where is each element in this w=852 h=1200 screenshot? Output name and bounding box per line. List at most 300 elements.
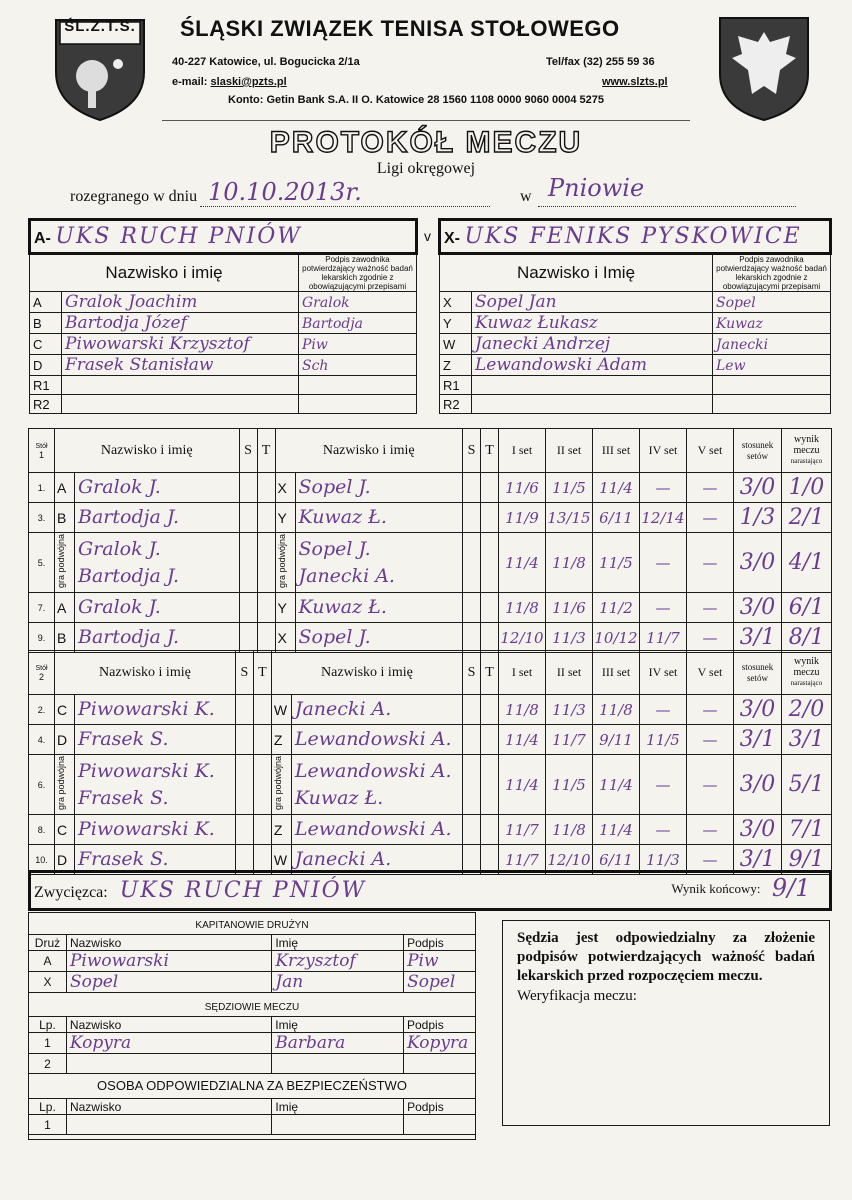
played-label: rozegranego w dniu <box>70 188 198 205</box>
player-row <box>30 334 417 355</box>
safety-title: OSOBA ODPOWIEDZIALNA ZA BEZPIECZEŃSTWO <box>97 1078 407 1093</box>
protocol-title: PROTOKÓŁ MECZU <box>269 126 583 159</box>
set-score-cell <box>640 725 687 755</box>
ratio-cell <box>734 503 782 533</box>
set-score-cell <box>640 503 687 533</box>
player-sign-cell <box>299 395 417 414</box>
player-sign-cell <box>713 313 831 334</box>
x-t-cell <box>481 755 499 815</box>
notice-text: Sędzia jest odpowiedzialny za złożenie podpisów potwierdzających ważność badań lekarskich przed rozpoczęciem meczu. <box>517 930 815 984</box>
player-row <box>440 334 831 355</box>
set-score-cell <box>546 503 593 533</box>
officials-name-cell <box>272 1115 404 1135</box>
set-score: 9/11 <box>599 730 633 749</box>
officials-sign: Kopyra <box>407 1033 469 1053</box>
set-score-cell <box>687 695 734 725</box>
set-score-cell <box>499 725 546 755</box>
website-link[interactable]: www.slzts.pl <box>602 76 668 88</box>
set-score-cell <box>687 533 734 593</box>
a-s-cell <box>235 695 253 725</box>
set-score: — <box>702 553 718 572</box>
set-score: 12/10 <box>547 850 591 869</box>
officials-surname: Piwowarski <box>69 951 169 971</box>
x-code: X <box>275 623 295 653</box>
set-score: 11/4 <box>599 775 633 794</box>
x-name-header: Nazwisko i imię <box>271 651 462 695</box>
officials-index: A <box>29 951 67 972</box>
set-score-cell <box>499 473 546 503</box>
game-number: 6. <box>29 755 55 815</box>
player-name-cell <box>62 313 299 334</box>
a-t-cell <box>257 533 275 593</box>
officials-surname: Sopel <box>69 972 119 992</box>
set-score: 11/3 <box>552 628 586 647</box>
set-score: 11/4 <box>505 553 539 572</box>
x-t-cell <box>481 695 499 725</box>
x-player-cell <box>295 503 463 533</box>
a-player-name: Piwowarski K. <box>78 698 215 720</box>
player-name-cell <box>472 313 713 334</box>
set-score: — <box>702 508 718 527</box>
officials-sign-cell <box>404 1115 476 1135</box>
set-score: — <box>655 700 671 719</box>
set-header-5: V set <box>687 651 734 695</box>
set-score-cell <box>546 533 593 593</box>
result-cell <box>782 695 832 725</box>
set-score: 11/8 <box>552 553 586 572</box>
ratio-cell <box>734 755 782 815</box>
player-name-cell <box>472 292 713 313</box>
x-code: Z <box>271 725 291 755</box>
team-a-name-header: Nazwisko i imię <box>30 254 299 292</box>
match-row <box>29 755 832 815</box>
officials-name-cell <box>272 1054 404 1074</box>
officials-name-cell <box>272 1033 404 1054</box>
officials-header-row <box>29 1099 476 1115</box>
a-code: D <box>55 725 75 755</box>
player-name: Sopel Jan <box>475 292 557 312</box>
winner-table <box>28 870 832 911</box>
x-code: Y <box>275 503 295 533</box>
a-player-name: Gralok J. <box>78 476 161 498</box>
officials-surname: Kopyra <box>69 1033 132 1053</box>
x-s-cell <box>463 815 481 845</box>
captains-title: KAPITANOWIE DRUŻYN <box>195 920 309 931</box>
game-number: 10. <box>29 845 55 875</box>
a-code: D <box>55 845 75 875</box>
game-number: 8. <box>29 815 55 845</box>
in-label: w <box>520 188 532 205</box>
player-code: R1 <box>30 376 62 395</box>
a-player-cell <box>75 695 236 725</box>
officials-name-cell <box>272 951 404 972</box>
set-score-cell <box>593 623 640 653</box>
x-code <box>271 755 291 815</box>
x-s-header: S <box>463 429 481 473</box>
team-a-prefix: A- <box>34 230 51 247</box>
a-s-cell <box>235 755 253 815</box>
running-result: 8/1 <box>788 625 825 650</box>
officials-name-cell <box>272 972 404 993</box>
set-score: — <box>702 730 718 749</box>
winner-cell <box>30 872 831 910</box>
set-score-cell <box>593 533 640 593</box>
x-t-cell <box>481 623 499 653</box>
set-score-cell <box>546 725 593 755</box>
match-row <box>29 725 832 755</box>
stol-cell <box>29 429 55 473</box>
player-signature: Kuwaz <box>716 315 763 332</box>
player-sign-cell <box>713 355 831 376</box>
officials-header: Podpis <box>404 1099 476 1115</box>
team-a-table <box>28 218 418 414</box>
player-name-cell <box>62 376 299 395</box>
a-player-name: Piwowarski K. <box>78 759 215 782</box>
x-s-cell <box>463 473 481 503</box>
player-row <box>30 292 417 313</box>
a-player-name: Frasek S. <box>78 728 169 750</box>
email-link[interactable]: slaski@pzts.pl <box>210 76 287 88</box>
team-x-name-header: Nazwisko i Imię <box>440 254 713 292</box>
result-cell <box>782 623 832 653</box>
player-name-cell <box>62 395 299 414</box>
officials-header: Nazwisko <box>66 1017 271 1033</box>
officials-header: Nazwisko <box>66 1099 271 1115</box>
player-sign-cell <box>299 313 417 334</box>
set-score: 11/5 <box>552 775 586 794</box>
set-score-cell <box>593 695 640 725</box>
officials-surname-cell <box>66 1054 271 1074</box>
set-score-cell <box>640 815 687 845</box>
running-result: 1/0 <box>788 475 825 500</box>
game-number: 7. <box>29 593 55 623</box>
player-sign-cell <box>713 334 831 355</box>
x-player-name: Lewandowski A. <box>294 818 452 840</box>
player-name-cell <box>472 376 713 395</box>
set-score-cell <box>499 815 546 845</box>
set-header-3: III set <box>593 651 640 695</box>
result-header-sub: narastająco <box>790 679 823 687</box>
officials-header: Podpis <box>404 1017 476 1033</box>
set-header-4: IV set <box>640 429 687 473</box>
set-score-cell <box>499 533 546 593</box>
match-date: 10.10.2013r. <box>208 178 362 206</box>
x-s-cell <box>463 695 481 725</box>
set-score: 11/9 <box>505 508 539 527</box>
officials-row <box>29 1054 476 1074</box>
x-player-cell <box>295 593 463 623</box>
game-number: 4. <box>29 725 55 755</box>
set-header-5: V set <box>687 429 734 473</box>
result-cell <box>782 815 832 845</box>
x-t-cell <box>481 503 499 533</box>
a-s-cell <box>235 815 253 845</box>
a-s-header: S <box>235 651 253 695</box>
x-t-cell <box>481 815 499 845</box>
player-row <box>440 313 831 334</box>
officials-sign: Piw <box>407 951 439 971</box>
player-name-cell <box>472 395 713 414</box>
set-ratio: 3/0 <box>739 772 776 797</box>
x-s-cell <box>463 503 481 533</box>
player-sign-cell <box>713 292 831 313</box>
player-name-cell <box>472 334 713 355</box>
x-s-cell <box>463 755 481 815</box>
doubles-label: gra podwójna <box>56 755 66 811</box>
match-row <box>29 623 832 653</box>
running-result: 5/1 <box>788 772 825 797</box>
officials-header-row <box>29 935 476 951</box>
x-player-name: Lewandowski A. <box>294 759 452 782</box>
set-score: 10/12 <box>594 628 638 647</box>
player-signature: Lew <box>716 357 746 374</box>
captains-table <box>28 934 476 993</box>
bank-account: Konto: Getin Bank S.A. II O. Katowice 28 1560 1108 0000 9060 0004 5275 <box>228 94 605 106</box>
ratio-cell <box>734 815 782 845</box>
set-score-cell <box>593 473 640 503</box>
player-code: Y <box>440 313 472 334</box>
running-result: 9/1 <box>788 847 825 872</box>
player-row <box>440 355 831 376</box>
set-score-cell <box>687 755 734 815</box>
set-score-cell <box>499 695 546 725</box>
team-x-cell <box>440 220 831 254</box>
set-score: — <box>655 775 671 794</box>
x-t-cell <box>481 473 499 503</box>
set-score: — <box>655 820 671 839</box>
ratio-cell <box>734 593 782 623</box>
officials-header: Lp. <box>29 1017 67 1033</box>
final-result-value: 9/1 <box>771 873 811 902</box>
stol-cell <box>29 651 55 695</box>
set-score: — <box>702 850 718 869</box>
x-player-name-2: Kuwaz Ł. <box>294 786 384 809</box>
officials-header: Imię <box>272 935 404 951</box>
x-player-cell <box>295 623 463 653</box>
match-header-row <box>29 429 832 473</box>
player-sign-cell <box>299 376 417 395</box>
eagle-emblem <box>716 14 812 122</box>
safety-table <box>28 1098 476 1135</box>
set-score: 11/6 <box>505 478 539 497</box>
set-score: 11/4 <box>505 775 539 794</box>
a-t-cell <box>257 593 275 623</box>
team-x-name: UKS FENIKS PYSKOWICE <box>464 224 802 249</box>
set-ratio: 3/0 <box>739 550 776 575</box>
a-code: B <box>55 503 75 533</box>
set-score-cell <box>593 503 640 533</box>
x-code: W <box>271 845 291 875</box>
set-score-cell <box>640 695 687 725</box>
x-player-name: Kuwaz Ł. <box>298 506 387 528</box>
game-number: 9. <box>29 623 55 653</box>
set-score-cell <box>687 593 734 623</box>
set-score: 11/5 <box>552 478 586 497</box>
running-result: 2/1 <box>788 505 825 530</box>
player-code: C <box>30 334 62 355</box>
x-player-name: Janecki A. <box>294 698 392 720</box>
set-score-cell <box>640 755 687 815</box>
set-score-cell <box>499 755 546 815</box>
a-player-name-2: Bartodja J. <box>78 564 180 587</box>
player-code: B <box>30 313 62 334</box>
player-code: D <box>30 355 62 376</box>
doubles-label: gra podwójna <box>272 755 283 811</box>
player-name-cell <box>62 292 299 313</box>
officials-surname-cell <box>66 951 271 972</box>
address: 40-227 Katowice, ul. Bogucicka 2/1a <box>172 56 360 68</box>
set-score-cell <box>499 593 546 623</box>
match-header-row <box>29 651 832 695</box>
a-s-cell <box>239 623 257 653</box>
a-player-cell <box>75 473 240 503</box>
a-player-cell <box>75 503 240 533</box>
set-ratio: 1/3 <box>739 505 776 530</box>
officials-index: X <box>29 972 67 993</box>
team-x-prefix: X- <box>444 230 460 247</box>
set-score-cell <box>593 815 640 845</box>
set-score-cell <box>687 815 734 845</box>
game-number: 5. <box>29 533 55 593</box>
officials-name: Jan <box>275 972 304 992</box>
header-divider <box>162 120 690 121</box>
set-score-cell <box>499 503 546 533</box>
set-score: 11/4 <box>599 820 633 839</box>
logo-text: ŚL.Z.T.S. <box>64 18 136 35</box>
set-score: 6/11 <box>599 850 633 869</box>
x-player-cell <box>291 695 462 725</box>
running-result: 2/0 <box>788 697 825 722</box>
set-score-cell <box>687 623 734 653</box>
a-code <box>55 755 75 815</box>
x-t-cell <box>481 725 499 755</box>
officials-header-row <box>29 1017 476 1033</box>
x-code: X <box>275 473 295 503</box>
set-score: 11/7 <box>505 850 539 869</box>
player-code: W <box>440 334 472 355</box>
result-header <box>782 651 832 695</box>
officials-row <box>29 1033 476 1054</box>
a-t-cell <box>257 473 275 503</box>
officials-row <box>29 1115 476 1135</box>
x-player-cell <box>291 815 462 845</box>
set-score-cell <box>593 755 640 815</box>
player-code: R2 <box>30 395 62 414</box>
winner-label: Zwycięzca: <box>34 884 108 901</box>
a-s-cell <box>239 473 257 503</box>
player-signature: Sch <box>302 357 329 374</box>
running-result: 4/1 <box>788 550 825 575</box>
set-score: 11/7 <box>505 820 539 839</box>
set-ratio: 3/0 <box>739 595 776 620</box>
running-result: 6/1 <box>788 595 825 620</box>
a-player-cell <box>75 623 240 653</box>
set-score-cell <box>687 725 734 755</box>
x-player-cell <box>291 755 462 815</box>
doubles-label: gra podwójna <box>56 533 66 589</box>
team-x-table <box>438 218 832 414</box>
set-ratio: 3/1 <box>739 727 776 752</box>
player-row <box>440 376 831 395</box>
a-t-cell <box>253 695 271 725</box>
set-score: 11/6 <box>552 598 586 617</box>
a-s-cell <box>239 503 257 533</box>
game-number: 2. <box>29 695 55 725</box>
player-row <box>440 395 831 414</box>
x-player-name-2: Janecki A. <box>298 564 395 587</box>
a-s-cell <box>239 533 257 593</box>
result-cell <box>782 755 832 815</box>
ratio-header: stosunek setów <box>734 429 782 473</box>
result-cell <box>782 503 832 533</box>
officials-header: Druż <box>29 935 67 951</box>
a-player-name: Gralok J. <box>78 537 161 560</box>
a-player-cell <box>75 815 236 845</box>
stol-number: 2 <box>38 671 44 682</box>
x-player-cell <box>291 725 462 755</box>
set-score-cell <box>546 695 593 725</box>
league-subtitle: Ligi okręgowej <box>376 160 476 177</box>
player-signature: Gralok <box>302 294 350 311</box>
running-result: 3/1 <box>788 727 825 752</box>
officials-header: Imię <box>272 1099 404 1115</box>
set-score-cell <box>546 755 593 815</box>
player-row <box>30 395 417 414</box>
a-player-name: Frasek S. <box>78 848 169 870</box>
a-code: A <box>55 473 75 503</box>
x-name-header: Nazwisko i imię <box>275 429 463 473</box>
team-a-sign-header: Podpis zawodnika potwierdzający ważność badań lekarskich zgodnie z obowiązującymi przepisami <box>299 254 417 292</box>
team-a-cell <box>30 220 417 254</box>
set-header-4: IV set <box>640 651 687 695</box>
set-score: 11/8 <box>552 820 586 839</box>
result-header-label: wynik meczu <box>793 656 820 678</box>
x-code: W <box>271 695 291 725</box>
player-name: Frasek Stanisław <box>65 355 214 375</box>
a-player-name: Gralok J. <box>78 596 161 618</box>
match-row <box>29 695 832 725</box>
set-score: 11/5 <box>646 730 680 749</box>
x-s-cell <box>463 533 481 593</box>
set-ratio: 3/1 <box>739 625 776 650</box>
officials-sign-cell <box>404 1054 476 1074</box>
match-table-2 <box>28 650 832 875</box>
officials-index: 1 <box>29 1033 67 1054</box>
set-score-cell <box>593 725 640 755</box>
x-t-header: T <box>481 651 499 695</box>
officials-index: 1 <box>29 1115 67 1135</box>
player-name: Gralok Joachim <box>65 292 198 312</box>
player-row <box>440 292 831 313</box>
player-name: Bartodja Józef <box>65 313 187 333</box>
notice-box <box>502 920 830 1126</box>
result-cell <box>782 533 832 593</box>
winner-value: UKS RUCH PNIÓW <box>119 878 367 903</box>
x-code: Y <box>275 593 295 623</box>
x-player-name: Janecki A. <box>294 848 392 870</box>
ratio-cell <box>734 473 782 503</box>
set-score-cell <box>640 473 687 503</box>
set-score-cell <box>640 533 687 593</box>
set-score: — <box>702 700 718 719</box>
player-name: Kuwaz Łukasz <box>475 313 598 333</box>
officials-row <box>29 951 476 972</box>
set-score-cell <box>546 815 593 845</box>
set-score: 11/4 <box>599 478 633 497</box>
player-sign-cell <box>299 334 417 355</box>
officials-index: 2 <box>29 1054 67 1074</box>
versus-label: v <box>424 228 431 244</box>
